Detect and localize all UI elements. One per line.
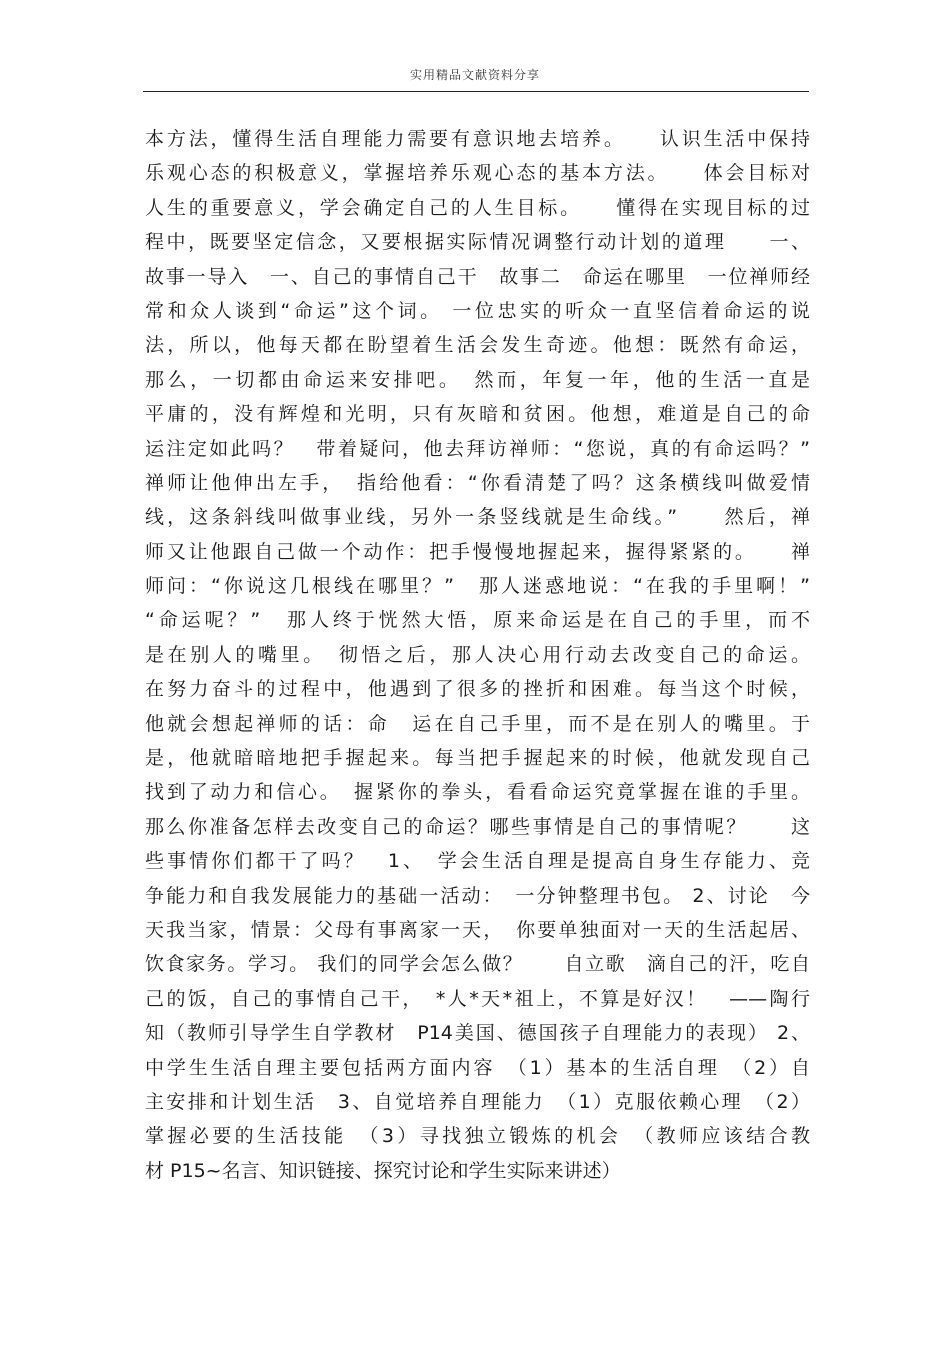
text-line: 些事情你们都干了吗？ 1、 学会生活自理是提高自身生存能力、竞	[145, 850, 810, 873]
text-line: 争能力和自我发展能力的基础一活动： 一分钟整理书包。 2、讨论 今	[145, 884, 810, 907]
text-line: 师问：“你说这几根线在哪里？” 那人迷惑地说：“在我的手里啊！”	[145, 575, 810, 598]
text-line: 故事一导入 一、自己的事情自己干 故事二 命运在哪里 一位禅师经	[145, 265, 810, 288]
text-line: 找到了动力和信心。 握紧你的拳头，看看命运究竟掌握在谁的手里。	[145, 781, 810, 804]
text-line: 材 P15~名言、知识链接、探究讨论和学生实际来讲述）	[145, 1159, 621, 1182]
text-line: 知（教师引导学生自学教材 P14美国、德国孩子自理能力的表现） 2、	[145, 1022, 810, 1045]
text-line: 天我当家，情景：父母有事离家一天， 你要单独面对一天的生活起居、	[145, 918, 810, 941]
text-line: 人生的重要意义，学会确定自己的人生目标。 懂得在实现目标的过	[145, 196, 810, 219]
text-line: 饮食家务。学习。 我们的同学会怎么做？ 自立歌 滴自己的汗，吃自	[145, 953, 810, 976]
text-line: 那么你准备怎样去改变自己的命运？哪些事情是自己的事情呢？ 这	[145, 815, 810, 838]
text-line: 是，他就暗暗地把手握起来。每当把手握起来的时候，他就发现自己	[145, 747, 810, 770]
text-line: 禅师让他伸出左手， 指给他看：“你看清楚了吗？这条横线叫做爱情	[145, 471, 810, 494]
text-line: 那么，一切都由命运来安排吧。 然而，年复一年，他的生活一直是	[145, 368, 810, 391]
text-line: 平庸的，没有辉煌和光明，只有灰暗和贫困。他想，难道是自己的命	[145, 403, 810, 426]
text-line: 中学生生活自理主要包括两方面内容 （1）基本的生活自理 （2）自	[145, 1056, 810, 1079]
body-text	[145, 122, 810, 1188]
text-line: 程中，既要坚定信念，又要根据实际情况调整行动计划的道理 一、	[145, 231, 810, 254]
text-line: 线，这条斜线叫做事业线，另外一条竖线就是生命线。” 然后，禅	[145, 506, 810, 529]
text-line: 乐观心态的积极意义，掌握培养乐观心态的基本方法。 体会目标对	[145, 162, 810, 185]
text-line: 师又让他跟自己做一个动作：把手慢慢地握起来，握得紧紧的。 禅	[145, 540, 810, 563]
text-line: 在努力奋斗的过程中，他遇到了很多的挫折和困难。每当这个时候，	[145, 678, 810, 701]
text-line: 掌握必要的生活技能 （3）寻找独立锻炼的机会 （教师应该结合教	[145, 1125, 810, 1148]
text-line: 己的饭，自己的事情自己干， *人*天*祖上，不算是好汉！ ——陶行	[145, 987, 810, 1010]
text-line: 是在别人的嘴里。 彻悟之后，那人决心用行动去改变自己的命运。	[145, 643, 810, 666]
header-divider	[143, 91, 809, 92]
text-line: “命运呢？” 那人终于恍然大悟，原来命运是在自己的手里，而不	[145, 609, 810, 632]
text-line: 他就会想起禅师的话：命 运在自己手里，而不是在别人的嘴里。于	[145, 712, 810, 735]
text-line: 主安排和计划生活 3、自觉培养自理能力 （1）克服依赖心理 （2）	[145, 1090, 810, 1113]
page-header: 实用精品文献资料分享	[409, 68, 540, 82]
text-line: 常和众人谈到“命运”这个词。 一位忠实的听众一直坚信着命运的说	[145, 299, 810, 322]
text-line: 本方法，懂得生活自理能力需要有意识地去培养。 认识生活中保持	[145, 128, 810, 150]
text-line: 法，所以，他每天都在盼望着生活会发生奇迹。他想：既然有命运，	[145, 334, 810, 357]
text-line: 运注定如此吗？ 带着疑问，他去拜访禅师：“您说，真的有命运吗？”	[145, 437, 810, 460]
